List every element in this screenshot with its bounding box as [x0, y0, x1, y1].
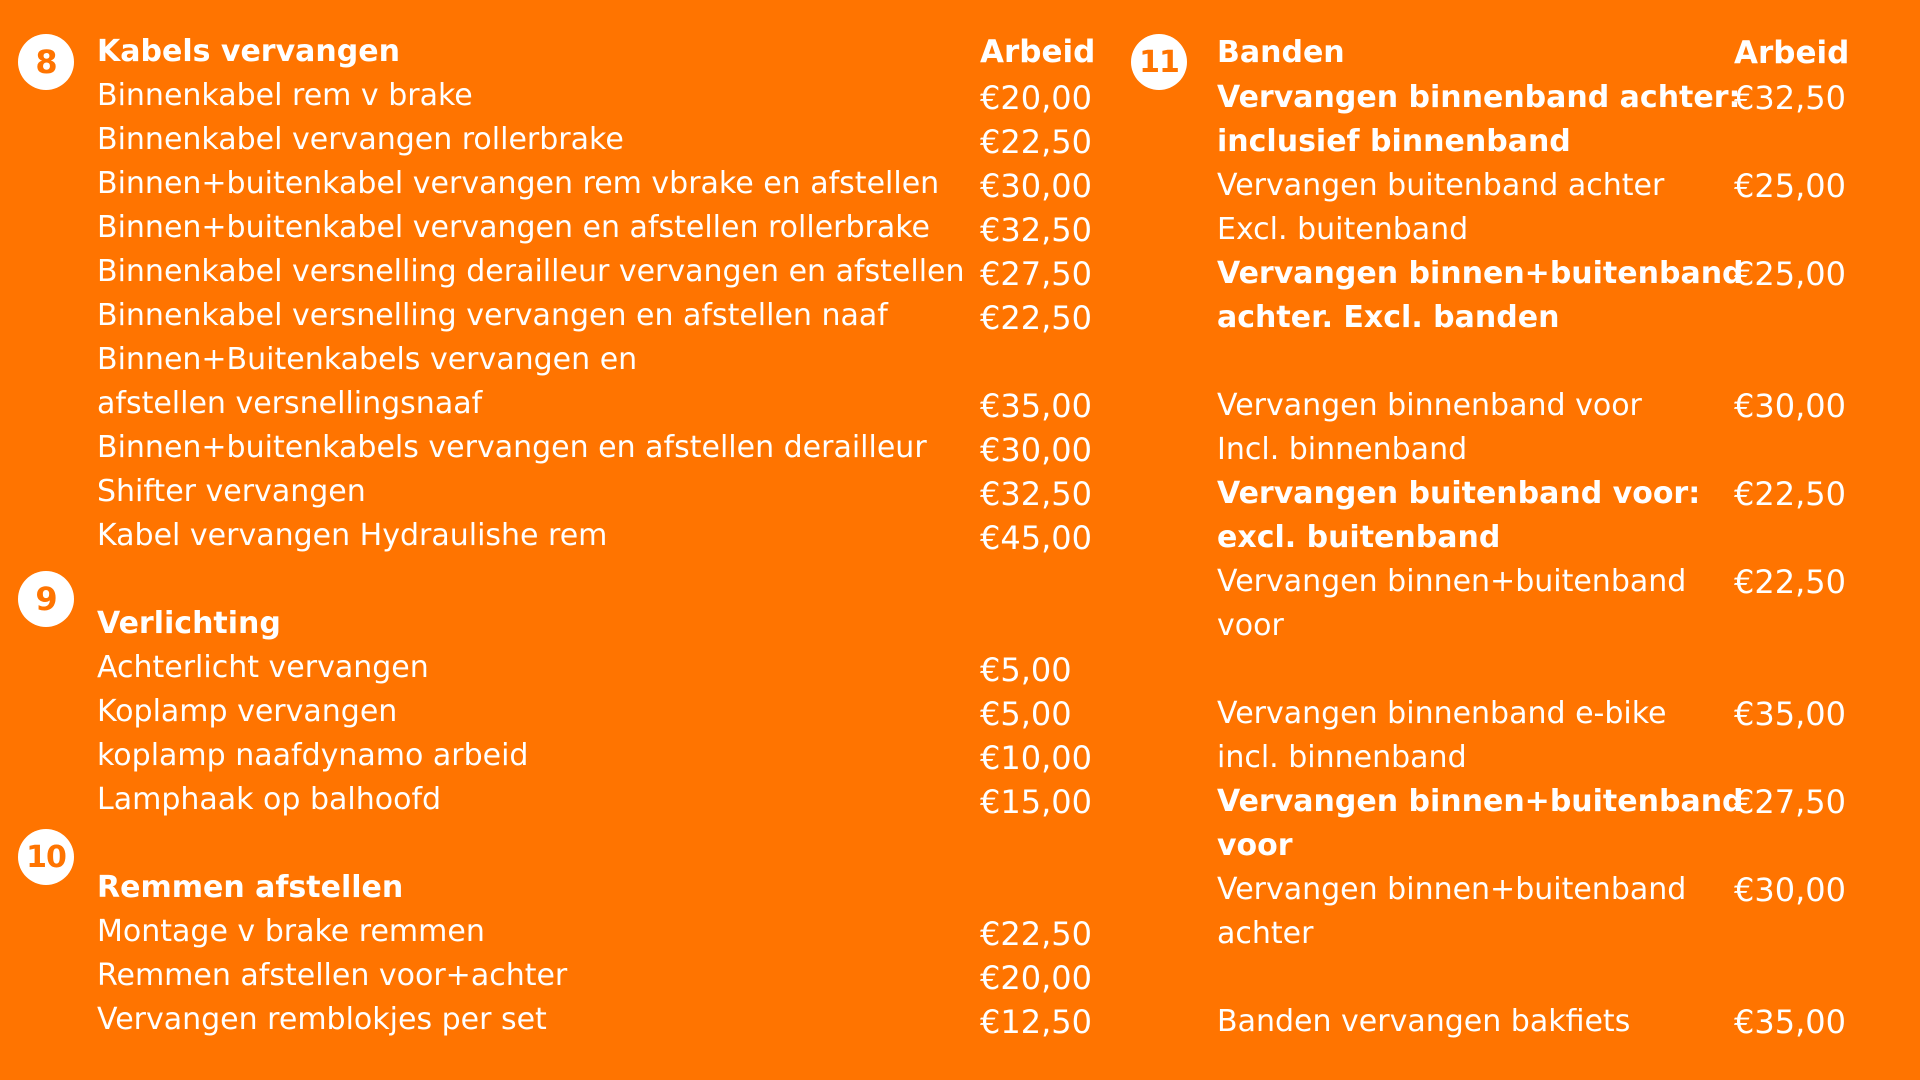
row-label: Lamphaak op balhoofd: [97, 782, 442, 817]
row-label: Vervangen buitenband voor:: [1217, 476, 1701, 511]
row-price: €27,50: [980, 255, 1092, 293]
row-price: €10,00: [980, 739, 1092, 777]
row-price: €35,00: [980, 387, 1092, 425]
row-label: Kabel vervangen Hydraulishe rem: [97, 518, 608, 553]
row-label: Binnenkabel vervangen rollerbrake: [97, 122, 624, 157]
row-label-continued: Excl. buitenband: [1217, 212, 1469, 247]
section-badge-11: 11: [1131, 34, 1187, 90]
row-price: €35,00: [1734, 695, 1846, 733]
row-price: €5,00: [980, 651, 1072, 689]
row-label-continued: Incl. binnenband: [1217, 432, 1468, 467]
row-price: €30,00: [1734, 871, 1846, 909]
row-price: €30,00: [980, 167, 1092, 205]
section-title-remmen: Remmen afstellen: [97, 870, 404, 905]
row-label: Binnen+Buitenkabels vervangen en: [97, 342, 638, 377]
row-label-continued: excl. buitenband: [1217, 520, 1501, 555]
row-price: €32,50: [980, 211, 1092, 249]
column-header-arbeid-right: Arbeid: [1734, 35, 1850, 71]
row-price: €27,50: [1734, 783, 1846, 821]
row-price: €12,50: [980, 1003, 1092, 1041]
row-label-continued: afstellen versnellingsnaaf: [97, 386, 483, 421]
row-price: €5,00: [980, 695, 1072, 733]
row-label: Vervangen binnen+buitenband: [1217, 784, 1744, 819]
section-badge-9: 9: [18, 571, 74, 627]
row-price: €25,00: [1734, 255, 1846, 293]
row-label: Vervangen binnenband achter:: [1217, 80, 1741, 115]
row-price: €35,00: [1734, 1003, 1846, 1041]
section-title-kabels: Kabels vervangen: [97, 34, 400, 69]
row-label: Vervangen binnen+buitenband: [1217, 564, 1687, 599]
row-label: Binnenkabel rem v brake: [97, 78, 473, 113]
row-price: €45,00: [980, 519, 1092, 557]
row-label: Binnen+buitenkabels vervangen en afstellen derailleur: [97, 430, 927, 465]
row-label: Binnen+buitenkabel vervangen rem vbrake en afstellen: [97, 166, 940, 201]
row-label: Binnenkabel versnelling derailleur vervangen en afstellen: [97, 254, 965, 289]
section-badge-8: 8: [18, 34, 74, 90]
row-label: Vervangen buitenband achter: [1217, 168, 1665, 203]
row-label: Banden vervangen bakfiets: [1217, 1004, 1631, 1039]
row-label: Binnenkabel versnelling vervangen en afstellen naaf: [97, 298, 888, 333]
row-label-continued: incl. binnenband: [1217, 740, 1467, 775]
section-title-banden: Banden: [1217, 35, 1345, 70]
row-price: €22,50: [980, 299, 1092, 337]
row-label: Shifter vervangen: [97, 474, 366, 509]
row-price: €30,00: [980, 431, 1092, 469]
row-price: €25,00: [1734, 167, 1846, 205]
row-price: €32,50: [1734, 79, 1846, 117]
row-label-continued: inclusief binnenband: [1217, 124, 1571, 159]
column-header-arbeid-left: Arbeid: [980, 34, 1096, 70]
row-price: €22,50: [980, 123, 1092, 161]
row-price: €15,00: [980, 783, 1092, 821]
row-label: Koplamp vervangen: [97, 694, 398, 729]
row-label-continued: achter: [1217, 916, 1314, 951]
row-price: €30,00: [1734, 387, 1846, 425]
row-label: Montage v brake remmen: [97, 914, 485, 949]
row-label: Vervangen binnen+buitenband: [1217, 256, 1744, 291]
section-title-verlichting: Verlichting: [97, 606, 281, 641]
row-label: koplamp naafdynamo arbeid: [97, 738, 529, 773]
row-price: €22,50: [1734, 475, 1846, 513]
row-label: Achterlicht vervangen: [97, 650, 429, 685]
row-label: Vervangen remblokjes per set: [97, 1002, 547, 1037]
row-label-continued: voor: [1217, 608, 1284, 643]
row-label-continued: voor: [1217, 828, 1293, 863]
row-label: Remmen afstellen voor+achter: [97, 958, 568, 993]
row-price: €32,50: [980, 475, 1092, 513]
row-label: Vervangen binnen+buitenband: [1217, 872, 1687, 907]
row-label: Binnen+buitenkabel vervangen en afstellen rollerbrake: [97, 210, 931, 245]
row-label: Vervangen binnenband voor: [1217, 388, 1642, 423]
section-badge-10: 10: [18, 829, 74, 885]
row-price: €22,50: [1734, 563, 1846, 601]
row-price: €20,00: [980, 959, 1092, 997]
row-label: Vervangen binnenband e-bike: [1217, 696, 1667, 731]
row-price: €22,50: [980, 915, 1092, 953]
row-price: €20,00: [980, 79, 1092, 117]
row-label-continued: achter. Excl. banden: [1217, 300, 1560, 335]
